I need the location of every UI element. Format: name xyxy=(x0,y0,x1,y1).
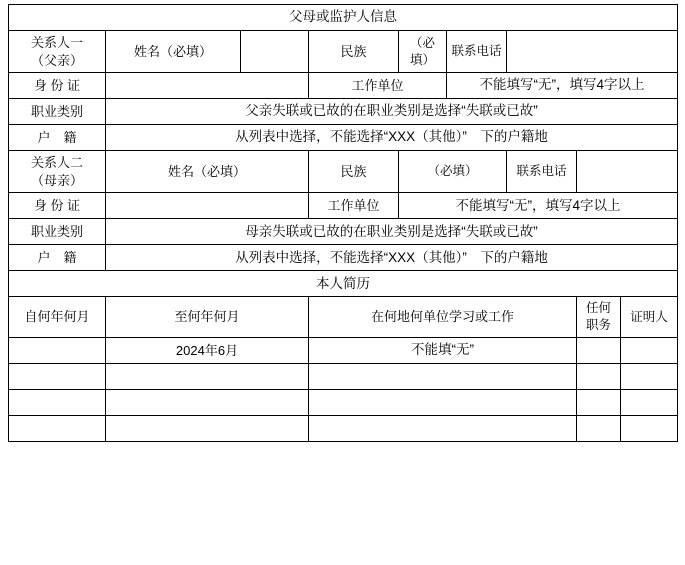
resume-row4-witness[interactable] xyxy=(621,415,678,441)
table-row xyxy=(9,99,678,125)
mother-occupation-hint: 母亲失联或已故的在职业类别是选择“失联或已故” xyxy=(106,219,678,245)
resume-row4-place[interactable] xyxy=(309,415,577,441)
resume-row2-post[interactable] xyxy=(577,363,621,389)
table-row xyxy=(9,415,678,441)
resume-row4-post[interactable] xyxy=(577,415,621,441)
table-row xyxy=(9,151,678,193)
mother-household-hint: 从列表中选择，不能选择“XXX（其他）” 下的户籍地 xyxy=(106,245,678,271)
resume-row1-place[interactable]: 不能填“无” xyxy=(309,337,577,363)
mother-household-label: 户 籍 xyxy=(9,245,106,271)
father-workplace-label: 工作单位 xyxy=(309,73,447,99)
mother-relation-line2: （母亲） xyxy=(30,172,83,188)
father-phone-label: 联系电话 xyxy=(447,31,507,73)
father-relation-line2: （父亲） xyxy=(30,52,83,68)
table-row xyxy=(9,245,678,271)
mother-ethnicity-label: 民族 xyxy=(309,151,399,193)
resume-row3-from[interactable] xyxy=(9,389,106,415)
resume-row2-to[interactable] xyxy=(106,363,309,389)
mother-id-value[interactable] xyxy=(106,193,309,219)
table-row xyxy=(9,125,678,151)
father-household-hint: 从列表中选择，不能选择“XXX（其他）” 下的户籍地 xyxy=(106,125,678,151)
mother-relation-line1: 关系人二 xyxy=(30,155,83,171)
father-household-label: 户 籍 xyxy=(9,125,106,151)
resume-row3-post[interactable] xyxy=(577,389,621,415)
father-workplace-hint: 不能填写“无”，填写4字以上 xyxy=(447,73,678,99)
table-row xyxy=(9,73,678,99)
father-relation-label xyxy=(9,31,106,73)
table-row xyxy=(9,5,678,31)
resume-section-header: 本人简历 xyxy=(9,271,678,297)
mother-workplace-label: 工作单位 xyxy=(309,193,399,219)
guardian-and-resume-table xyxy=(8,4,678,442)
mother-workplace-hint: 不能填写“无”，填写4字以上 xyxy=(399,193,678,219)
form-sheet xyxy=(0,4,685,565)
table-row xyxy=(9,271,678,297)
father-name-label: 姓名（必填） xyxy=(106,31,241,73)
resume-row3-place[interactable] xyxy=(309,389,577,415)
father-name-value[interactable] xyxy=(241,31,309,73)
mother-occupation-label: 职业类别 xyxy=(9,219,106,245)
resume-row2-witness[interactable] xyxy=(621,363,678,389)
resume-col-to: 至何年何月 xyxy=(106,297,309,338)
resume-row4-from[interactable] xyxy=(9,415,106,441)
resume-row3-to[interactable] xyxy=(106,389,309,415)
table-row xyxy=(9,31,678,73)
father-phone-value[interactable] xyxy=(507,31,678,73)
table-row xyxy=(9,363,678,389)
resume-row3-witness[interactable] xyxy=(621,389,678,415)
father-id-value[interactable] xyxy=(106,73,309,99)
table-row xyxy=(9,337,678,363)
resume-col-from: 自何年何月 xyxy=(9,297,106,338)
father-ethnicity-label: 民族 xyxy=(309,31,399,73)
father-occupation-label: 职业类别 xyxy=(9,99,106,125)
mother-id-label: 身 份 证 xyxy=(9,193,106,219)
mother-name-label: 姓名（必填） xyxy=(106,151,309,193)
resume-row1-witness[interactable] xyxy=(621,337,678,363)
mother-phone-value[interactable] xyxy=(577,151,678,193)
father-occupation-hint: 父亲失联或已故的在职业类别是选择“失联或已故” xyxy=(106,99,678,125)
mother-ethnicity-required: （必填） xyxy=(399,151,507,193)
table-row xyxy=(9,193,678,219)
father-relation-line1: 关系人一 xyxy=(30,35,83,50)
resume-row1-post[interactable] xyxy=(577,337,621,363)
resume-col-witness: 证明人 xyxy=(621,297,678,338)
resume-row1-to[interactable]: 2024年6月 xyxy=(106,337,309,363)
table-row xyxy=(9,219,678,245)
resume-row2-place[interactable] xyxy=(309,363,577,389)
father-ethnicity-required: （必填） xyxy=(399,31,447,73)
table-row xyxy=(9,389,678,415)
resume-col-place: 在何地何单位学习或工作 xyxy=(309,297,577,338)
resume-row1-from[interactable] xyxy=(9,337,106,363)
table-row xyxy=(9,297,678,338)
father-id-label: 身 份 证 xyxy=(9,73,106,99)
mother-relation-label xyxy=(9,151,106,193)
mother-phone-label: 联系电话 xyxy=(507,151,577,193)
guardian-section-header: 父母或监护人信息 xyxy=(9,5,678,31)
resume-row4-to[interactable] xyxy=(106,415,309,441)
resume-row2-from[interactable] xyxy=(9,363,106,389)
resume-col-post: 任何职务 xyxy=(577,297,621,338)
